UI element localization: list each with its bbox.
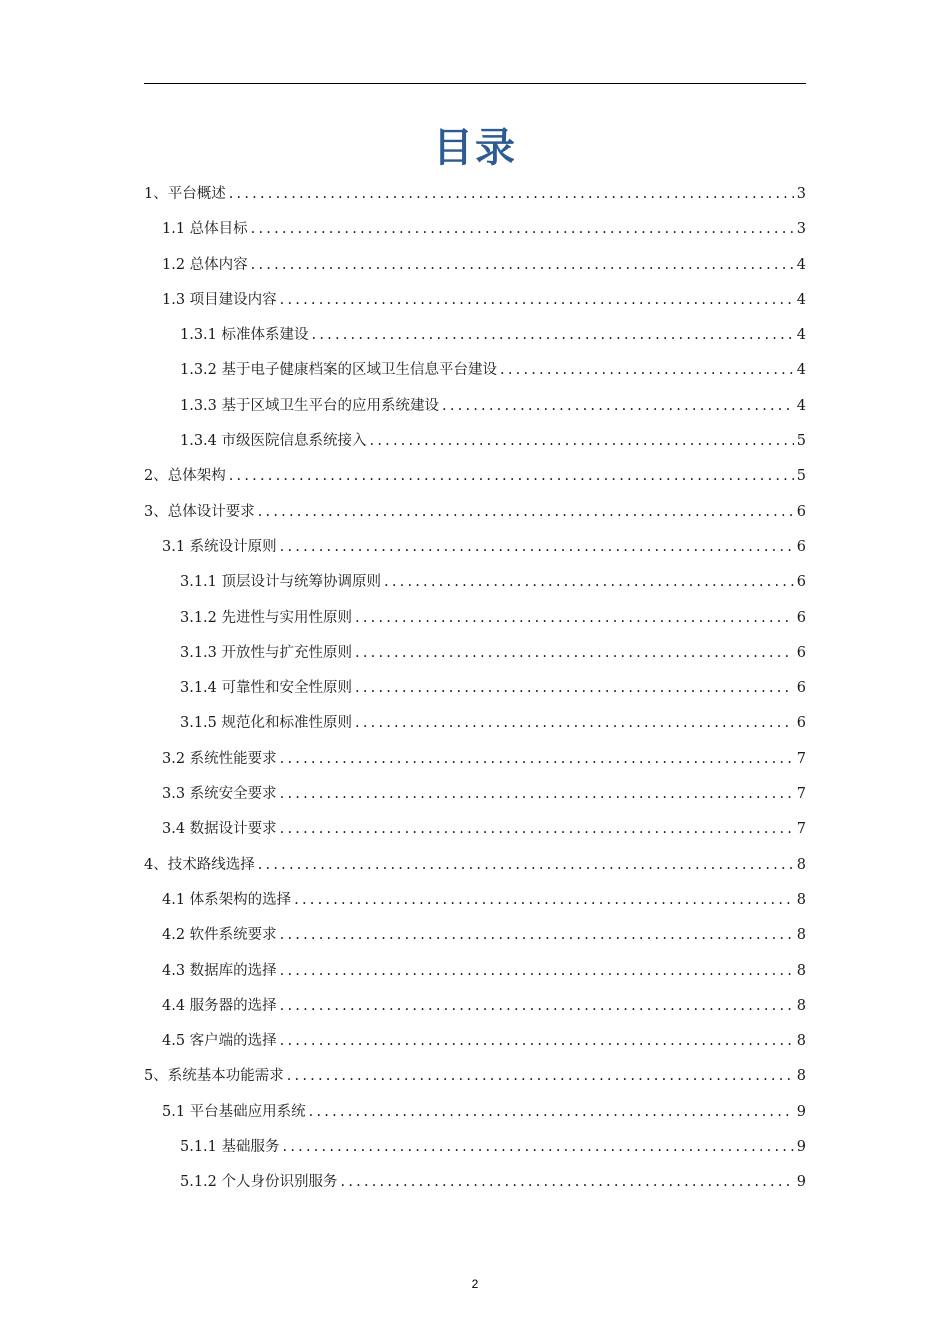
toc-dot-leader xyxy=(355,706,794,741)
toc-dot-leader xyxy=(500,353,794,388)
toc-dot-leader xyxy=(312,318,794,353)
toc-dot-leader xyxy=(283,1130,794,1165)
toc-entry-page: 7 xyxy=(796,750,806,767)
toc-entry-label: 4.5 客户端的选择 xyxy=(162,1033,277,1050)
toc-entry[interactable] xyxy=(144,177,806,212)
toc-dot-leader xyxy=(287,1059,794,1094)
toc-entry[interactable] xyxy=(144,706,806,741)
toc-entry-page: 6 xyxy=(796,503,806,520)
toc-dot-leader xyxy=(370,424,794,459)
toc-entry-label: 1.1 总体目标 xyxy=(162,221,248,238)
toc-entry-page: 8 xyxy=(796,962,806,979)
toc-dot-leader xyxy=(355,601,794,636)
toc-entry[interactable] xyxy=(144,424,806,459)
toc-entry-page: 9 xyxy=(796,1174,806,1191)
toc-entry-label: 1.3 项目建设内容 xyxy=(162,291,277,308)
toc-entry-label: 4、技术路线选择 xyxy=(144,856,255,873)
toc-entry[interactable] xyxy=(144,212,806,247)
page-number: 2 xyxy=(471,1277,479,1291)
toc-entry-page: 4 xyxy=(796,397,806,414)
toc-entry-page: 6 xyxy=(796,644,806,661)
toc-entry[interactable] xyxy=(144,530,806,565)
toc-entry-page: 8 xyxy=(796,856,806,873)
toc-dot-leader xyxy=(341,1165,794,1200)
toc-entry-page: 7 xyxy=(796,821,806,838)
toc-entry-page: 7 xyxy=(796,786,806,803)
toc-dot-leader xyxy=(251,248,794,283)
toc-entry-label: 4.1 体系架构的选择 xyxy=(162,891,292,908)
toc-entry-label: 2、总体架构 xyxy=(144,468,226,485)
toc-entry-label: 1.3.2 基于电子健康档案的区域卫生信息平台建设 xyxy=(180,362,498,379)
toc-entry[interactable] xyxy=(144,389,806,424)
toc-dot-leader xyxy=(280,918,794,953)
toc-entry[interactable] xyxy=(144,248,806,283)
toc-dot-leader xyxy=(280,777,794,812)
toc-entry-page: 3 xyxy=(796,186,806,202)
page-title: 目录 xyxy=(433,125,517,171)
toc-entry[interactable] xyxy=(144,1024,806,1059)
toc-entry-label: 5、系统基本功能需求 xyxy=(144,1068,284,1085)
toc-entry-label: 3.4 数据设计要求 xyxy=(162,821,277,838)
toc-entry[interactable] xyxy=(144,565,806,600)
toc-entry-page: 6 xyxy=(796,574,806,591)
toc-entry-page: 8 xyxy=(796,1033,806,1050)
toc-dot-leader xyxy=(258,848,794,883)
toc-entry[interactable] xyxy=(144,1095,806,1130)
toc-entry[interactable] xyxy=(144,353,806,388)
toc-entry-page: 9 xyxy=(796,1103,806,1120)
toc-dot-leader xyxy=(229,459,794,494)
toc-entry[interactable] xyxy=(144,283,806,318)
toc-entry-label: 3.1.5 规范化和标准性原则 xyxy=(180,715,353,732)
toc-entry-page: 3 xyxy=(796,221,806,238)
toc-dot-leader xyxy=(280,812,794,847)
toc-entry-page: 4 xyxy=(796,327,806,344)
toc-entry-label: 4.3 数据库的选择 xyxy=(162,962,277,979)
toc-entry-label: 3.2 系统性能要求 xyxy=(162,750,277,767)
toc-dot-leader xyxy=(280,530,794,565)
toc-dot-leader xyxy=(442,389,794,424)
toc-entry-page: 5 xyxy=(796,433,806,450)
toc-entry-label: 3.1.3 开放性与扩充性原则 xyxy=(180,644,353,661)
toc-entry-label: 3.1.1 顶层设计与统筹协调原则 xyxy=(180,574,382,591)
toc-entry-page: 8 xyxy=(796,997,806,1014)
toc-entry-page: 8 xyxy=(796,1068,806,1085)
toc-entry[interactable] xyxy=(144,318,806,353)
toc-entry-page: 8 xyxy=(796,891,806,908)
toc-entry-label: 3.1.2 先进性与实用性原则 xyxy=(180,609,353,626)
toc-entry-page: 8 xyxy=(796,927,806,944)
toc-entry-label: 1.3.4 市级医院信息系统接入 xyxy=(180,433,367,450)
toc-dot-leader xyxy=(384,565,794,600)
toc-entry-page: 4 xyxy=(796,362,806,379)
toc-entry[interactable] xyxy=(144,883,806,918)
toc-entry[interactable] xyxy=(144,601,806,636)
toc-entry-page: 4 xyxy=(796,291,806,308)
toc-entry[interactable] xyxy=(144,989,806,1024)
toc-entry-label: 5.1.2 个人身份识别服务 xyxy=(180,1174,338,1191)
toc-entry-page: 6 xyxy=(796,680,806,697)
toc-entry-label: 4.2 软件系统要求 xyxy=(162,927,277,944)
toc-entry-page: 9 xyxy=(796,1139,806,1156)
toc-entry[interactable] xyxy=(144,918,806,953)
toc-entry-label: 3、总体设计要求 xyxy=(144,503,255,520)
toc-entry-label: 1、平台概述 xyxy=(144,186,226,202)
toc-entry[interactable] xyxy=(144,459,806,494)
toc-entry-label: 5.1 平台基础应用系统 xyxy=(162,1103,306,1120)
toc-dot-leader xyxy=(355,671,794,706)
toc-dot-leader xyxy=(280,989,794,1024)
toc-entry-label: 4.4 服务器的选择 xyxy=(162,997,277,1014)
toc-dot-leader xyxy=(355,636,794,671)
toc-entry-label: 1.3.3 基于区域卫生平台的应用系统建设 xyxy=(180,397,440,414)
toc-dot-leader xyxy=(280,742,794,777)
toc-entry-label: 1.3.1 标准体系建设 xyxy=(180,327,309,344)
toc-entry-page: 4 xyxy=(796,256,806,273)
toc-dot-leader xyxy=(280,1024,794,1059)
toc-entry[interactable] xyxy=(144,777,806,812)
toc-dot-leader xyxy=(251,212,794,247)
toc-dot-leader xyxy=(294,883,794,918)
table-of-contents xyxy=(144,177,806,1201)
toc-entry-label: 3.3 系统安全要求 xyxy=(162,786,277,803)
toc-entry-label: 1.2 总体内容 xyxy=(162,256,248,273)
toc-entry[interactable] xyxy=(144,495,806,530)
toc-entry[interactable] xyxy=(144,742,806,777)
toc-dot-leader xyxy=(309,1095,794,1130)
toc-entry[interactable] xyxy=(144,848,806,883)
toc-entry-page: 5 xyxy=(796,468,806,485)
toc-dot-leader xyxy=(280,954,794,989)
toc-entry[interactable] xyxy=(144,1130,806,1165)
toc-dot-leader xyxy=(229,177,794,212)
header-rule xyxy=(144,83,806,84)
toc-entry[interactable] xyxy=(144,1165,806,1200)
toc-entry-label: 5.1.1 基础服务 xyxy=(180,1139,280,1156)
toc-entry-page: 6 xyxy=(796,715,806,732)
toc-entry[interactable] xyxy=(144,636,806,671)
toc-entry[interactable] xyxy=(144,954,806,989)
toc-entry-label: 3.1.4 可靠性和安全性原则 xyxy=(180,680,353,697)
toc-dot-leader xyxy=(258,495,794,530)
toc-entry-page: 6 xyxy=(796,538,806,555)
toc-dot-leader xyxy=(280,283,794,318)
toc-entry-page: 6 xyxy=(796,609,806,626)
toc-entry[interactable] xyxy=(144,1059,806,1094)
toc-entry[interactable] xyxy=(144,812,806,847)
toc-entry-label: 3.1 系统设计原则 xyxy=(162,538,277,555)
toc-entry[interactable] xyxy=(144,671,806,706)
